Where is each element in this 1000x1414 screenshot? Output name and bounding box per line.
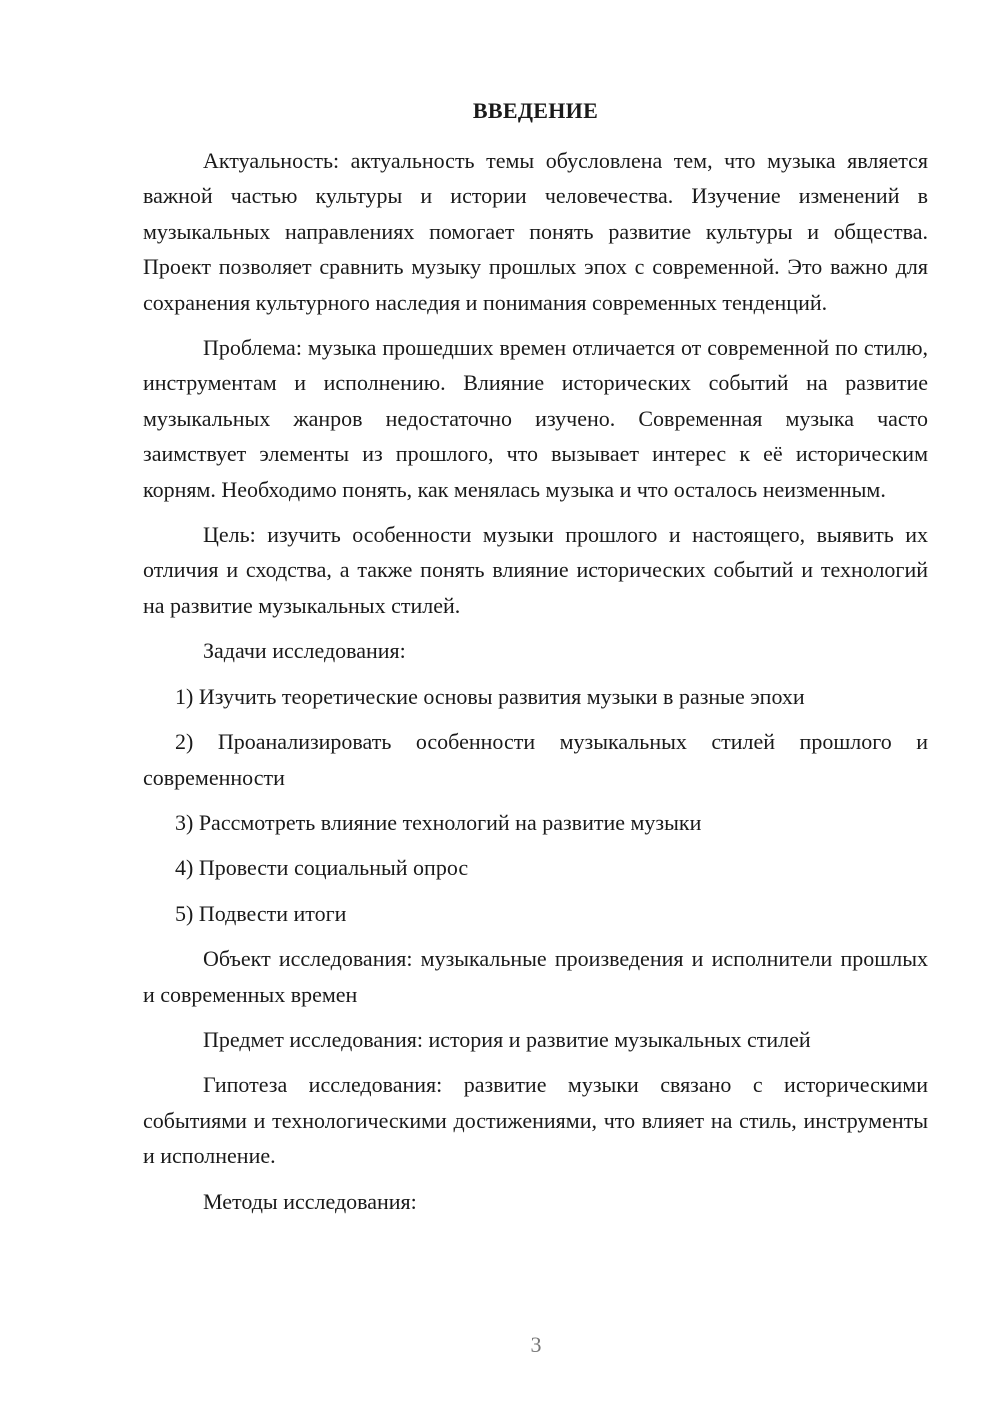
section-body xyxy=(143,143,928,1229)
goal-paragraph: Цель: изучить особенности музыки прошлого и настоящего, выявить их отличия и сходства, а также понять влияние исторических событий и технологий на развитие музыкальных стилей. xyxy=(143,522,928,618)
subject-paragraph: Предмет исследования: история и развитие музыкальных стилей xyxy=(203,1026,811,1052)
page-number: 3 xyxy=(530,1332,542,1357)
tasks-heading: Задачи исследования: xyxy=(203,638,406,664)
task-item-5: 5) Подвести итоги xyxy=(175,900,347,926)
relevance-paragraph: Актуальность: актуальность темы обусловлена тем, что музыка является важной частью культуры и истории человечества. Изучение изменений в музыкальных направлениях помогает понять развитие культуры и общества. Проект позволяет сравнить музыку прошлых эпох с современной. Это важно для сохранения культурного наследия и понимания современных тенденций. xyxy=(143,148,928,315)
task-item-1: 1) Изучить теоретические основы развития музыки в разные эпохи xyxy=(175,683,805,709)
section-heading: ВВЕДЕНИЕ xyxy=(472,98,599,123)
hypothesis-paragraph: Гипотеза исследования: развитие музыки связано с историческими событиями и технологическими достижениями, что влияет на стиль, инструменты и исполнение. xyxy=(143,1072,928,1169)
task-item-3: 3) Рассмотреть влияние технологий на развитие музыки xyxy=(175,809,702,835)
task-item-2: 2) Проанализировать особенности музыкальных стилей прошлого и современности xyxy=(143,729,928,790)
methods-heading: Методы исследования: xyxy=(203,1188,417,1214)
task-item-4: 4) Провести социальный опрос xyxy=(175,855,469,881)
object-paragraph: Объект исследования: музыкальные произведения и исполнители прошлых и современных времен xyxy=(143,946,928,1007)
problem-paragraph: Проблема: музыка прошедших времен отличается от современной по стилю, инструментам и исполнению. Влияние исторических событий на развитие музыкальных жанров недостаточно изучено. Современная музыка часто заимствует элементы из прошлого, что вызывает интерес к её историческим корням. Необходимо понять, как менялась музыка и что осталось неизменным. xyxy=(143,335,928,502)
